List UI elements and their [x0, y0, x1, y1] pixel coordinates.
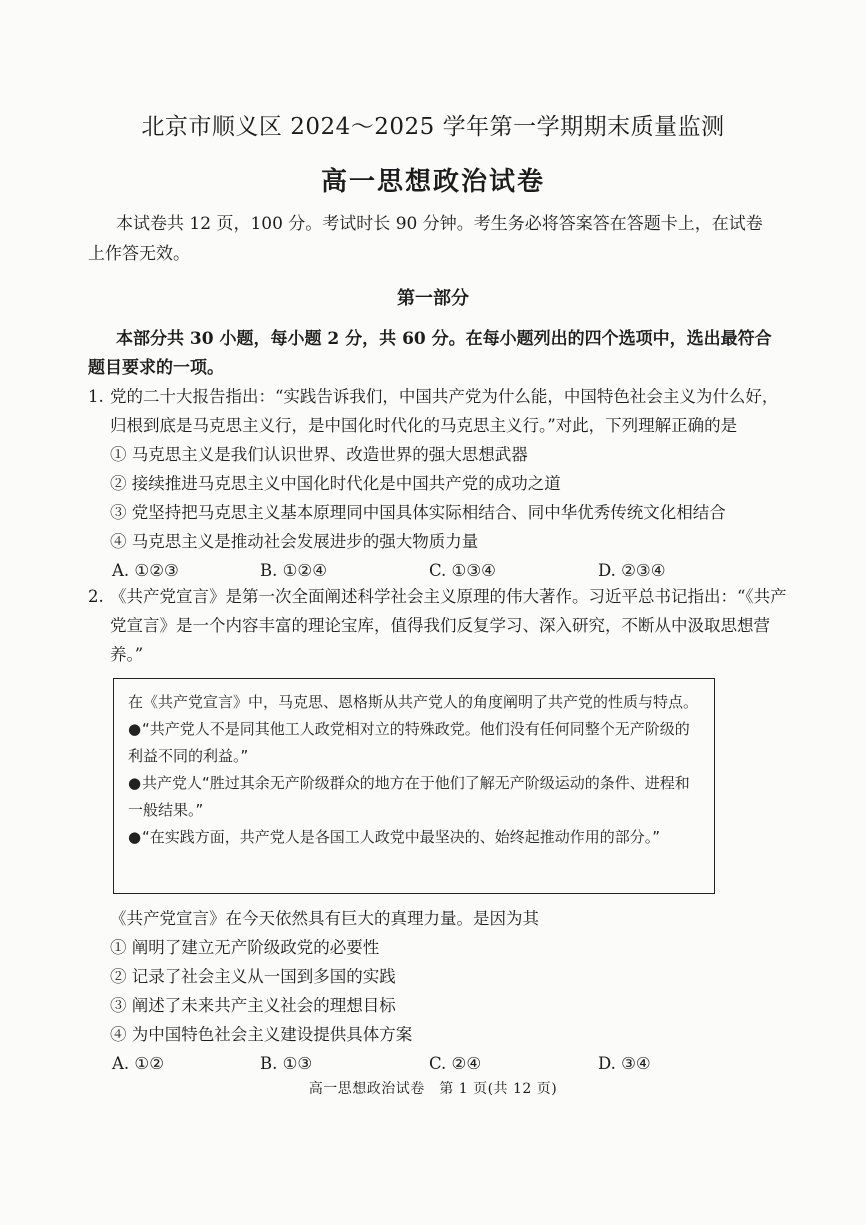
statement-option: ④ 马克思主义是推动社会发展进步的强大物质力量 [110, 532, 479, 551]
choice-a: A. ①② [112, 1054, 164, 1073]
question-text: 《共产党宣言》是第一次全面阐述科学社会主义原理的伟大著作。习近平总书记指出：“《共产党宣言》是一个内容丰富的理论宝库，值得我们反复学习、深入研究，不断从中汲取思想营养。” [110, 587, 787, 664]
statement-option: ③ 党坚持把马克思主义基本原理同中国具体实际相结合、同中华优秀传统文化相结合 [110, 503, 726, 522]
bullet-icon: ● [128, 720, 142, 738]
exam-subtitle: 高一思想政治试卷 [320, 167, 545, 197]
choice-b: B. ①③ [260, 1054, 313, 1073]
question-number: 1. [88, 387, 104, 406]
statement-option: ② 记录了社会主义从一国到多国的实践 [110, 967, 396, 986]
statement-option: ② 接续推进马克思主义中国化时代化是中国共产党的成功之道 [110, 474, 561, 493]
exam-instructions: 本试卷共 12 页，100 分。考试时长 90 分钟。考生务必将答案答在答题卡上，在试卷上作答无效。 [88, 214, 763, 264]
bullet-icon: ● [128, 774, 142, 792]
question-stem [88, 382, 788, 440]
question-2-continuation [110, 904, 790, 1078]
choice-b: B. ①②④ [260, 561, 327, 580]
choice-c: C. ②④ [429, 1054, 482, 1073]
question-text: 党的二十大报告指出：“实践告诉我们，中国共产党为什么能，中国特色社会主义为什么好，归根到底是马克思主义行，是中国化时代化的马克思主义行。”对此，下列理解正确的是 [110, 387, 779, 435]
question-1 [88, 382, 788, 585]
quote-bullet [128, 770, 704, 824]
part-title: 第一部分 [397, 288, 469, 309]
quote-text: “在实践方面，共产党人是各国工人政党中最坚决的、始终起推动作用的部分。” [142, 828, 661, 846]
statement-option: ③ 阐述了未来共产主义社会的理想目标 [110, 996, 396, 1015]
choice-c: C. ①③④ [429, 561, 496, 580]
choice-d: D. ②③④ [598, 561, 666, 580]
quote-text: 共产党人“胜过其余无产阶级群众的地方在于他们了解无产阶级运动的条件、进程和一般结果。” [128, 774, 690, 819]
quote-bullet [128, 824, 704, 851]
choice-d: D. ③④ [598, 1054, 651, 1073]
answer-choices [88, 556, 788, 585]
page-footer: 高一思想政治试卷 第 1 页(共 12 页) [308, 1081, 558, 1097]
statement-option: ① 阐明了建立无产阶级政党的必要性 [110, 938, 380, 957]
exam-title: 北京市顺义区 2024～2025 学年第一学期期末质量监测 [141, 114, 725, 140]
quote-lead: 在《共产党宣言》中，马克思、恩格斯从共产党人的角度阐明了共产党的性质与特点。 [128, 693, 699, 711]
question-stem [88, 582, 788, 669]
choice-a: A. ①②③ [112, 561, 179, 580]
part-instructions: 本部分共 30 小题，每小题 2 分，共 60 分。在每小题列出的四个选项中，选出最符合题目要求的一项。 [88, 329, 772, 378]
quote-box [113, 678, 715, 894]
bullet-icon: ● [128, 828, 142, 846]
question-followup: 《共产党宣言》在今天依然具有巨大的真理力量。是因为其 [110, 909, 539, 928]
quote-text: “共产党人不是同其他工人政党相对立的特殊政党。他们没有任何同整个无产阶级的利益不同的利益。” [128, 720, 690, 765]
quote-bullet [128, 716, 704, 770]
statement-option: ④ 为中国特色社会主义建设提供具体方案 [110, 1025, 413, 1044]
question-number: 2. [88, 587, 104, 606]
answer-choices [110, 1049, 790, 1078]
statement-option: ① 马克思主义是我们认识世界、改造世界的强大思想武器 [110, 445, 528, 464]
question-2 [88, 582, 788, 669]
